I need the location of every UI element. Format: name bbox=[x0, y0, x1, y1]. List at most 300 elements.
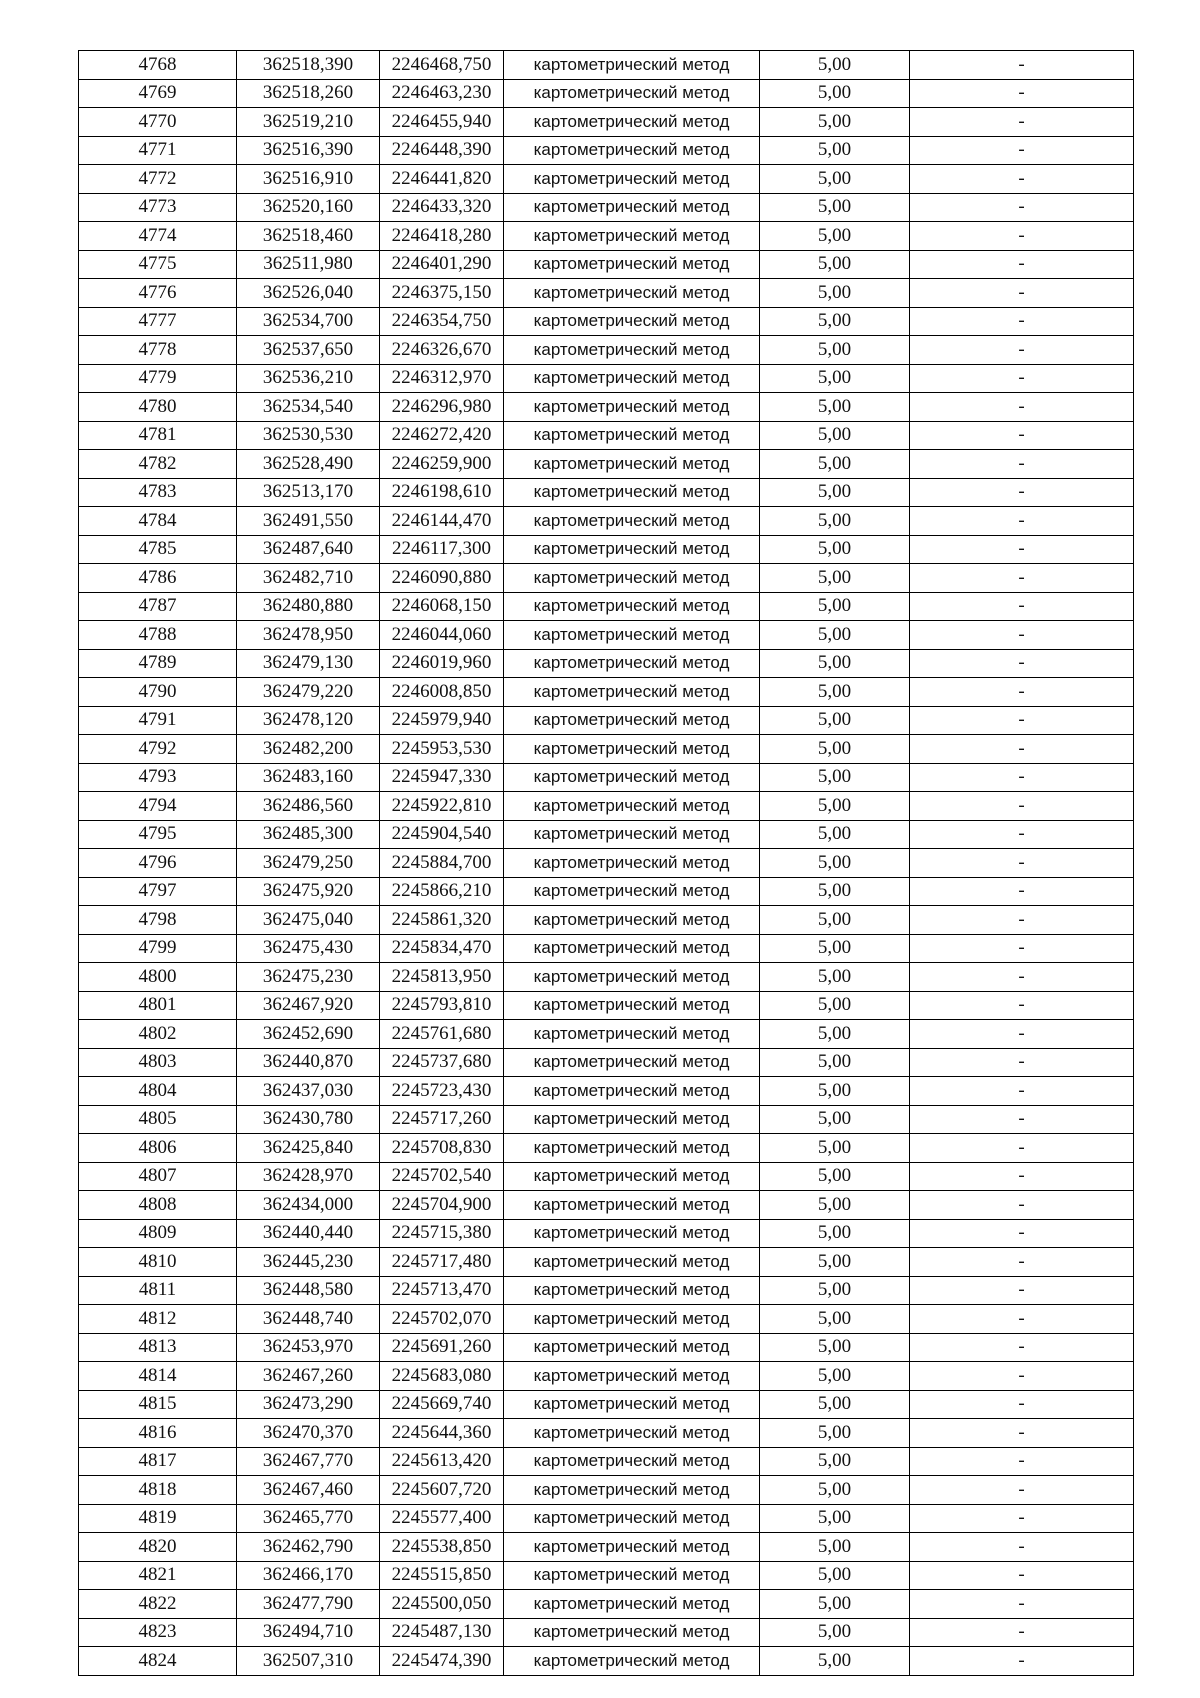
method-cell: картометрический метод bbox=[504, 507, 760, 536]
point-number-cell: 4821 bbox=[79, 1561, 237, 1590]
note-cell: - bbox=[910, 1020, 1134, 1049]
table-row bbox=[79, 621, 1134, 650]
method-cell: картометрический метод bbox=[504, 193, 760, 222]
x-coordinate-cell: 362440,870 bbox=[237, 1048, 380, 1077]
point-number-cell: 4779 bbox=[79, 364, 237, 393]
point-number-cell: 4774 bbox=[79, 222, 237, 251]
method-cell: картометрический метод bbox=[504, 51, 760, 80]
x-coordinate-cell: 362483,160 bbox=[237, 763, 380, 792]
accuracy-cell: 5,00 bbox=[760, 222, 910, 251]
accuracy-cell: 5,00 bbox=[760, 1191, 910, 1220]
y-coordinate-cell: 2246008,850 bbox=[380, 678, 504, 707]
accuracy-cell: 5,00 bbox=[760, 1219, 910, 1248]
x-coordinate-cell: 362526,040 bbox=[237, 279, 380, 308]
point-number-cell: 4780 bbox=[79, 393, 237, 422]
method-cell: картометрический метод bbox=[504, 592, 760, 621]
y-coordinate-cell: 2246326,670 bbox=[380, 336, 504, 365]
y-coordinate-cell: 2246272,420 bbox=[380, 421, 504, 450]
method-cell: картометрический метод bbox=[504, 877, 760, 906]
y-coordinate-cell: 2245723,430 bbox=[380, 1077, 504, 1106]
x-coordinate-cell: 362482,710 bbox=[237, 564, 380, 593]
table-row bbox=[79, 1476, 1134, 1505]
table-row bbox=[79, 222, 1134, 251]
accuracy-cell: 5,00 bbox=[760, 1333, 910, 1362]
note-cell: - bbox=[910, 991, 1134, 1020]
accuracy-cell: 5,00 bbox=[760, 165, 910, 194]
table-row bbox=[79, 1390, 1134, 1419]
point-number-cell: 4824 bbox=[79, 1647, 237, 1676]
accuracy-cell: 5,00 bbox=[760, 1105, 910, 1134]
point-number-cell: 4817 bbox=[79, 1447, 237, 1476]
accuracy-cell: 5,00 bbox=[760, 678, 910, 707]
note-cell: - bbox=[910, 1333, 1134, 1362]
y-coordinate-cell: 2245487,130 bbox=[380, 1618, 504, 1647]
note-cell: - bbox=[910, 1134, 1134, 1163]
note-cell: - bbox=[910, 1618, 1134, 1647]
y-coordinate-cell: 2246198,610 bbox=[380, 478, 504, 507]
method-cell: картометрический метод bbox=[504, 934, 760, 963]
y-coordinate-cell: 2245474,390 bbox=[380, 1647, 504, 1676]
method-cell: картометрический метод bbox=[504, 1305, 760, 1334]
table-row bbox=[79, 592, 1134, 621]
method-cell: картометрический метод bbox=[504, 478, 760, 507]
x-coordinate-cell: 362479,250 bbox=[237, 849, 380, 878]
note-cell: - bbox=[910, 51, 1134, 80]
table-row bbox=[79, 1504, 1134, 1533]
table-row bbox=[79, 1191, 1134, 1220]
note-cell: - bbox=[910, 1419, 1134, 1448]
x-coordinate-cell: 362430,780 bbox=[237, 1105, 380, 1134]
y-coordinate-cell: 2246463,230 bbox=[380, 79, 504, 108]
accuracy-cell: 5,00 bbox=[760, 108, 910, 137]
note-cell: - bbox=[910, 963, 1134, 992]
table-row bbox=[79, 1533, 1134, 1562]
accuracy-cell: 5,00 bbox=[760, 849, 910, 878]
method-cell: картометрический метод bbox=[504, 1561, 760, 1590]
table-row bbox=[79, 307, 1134, 336]
table-row bbox=[79, 963, 1134, 992]
accuracy-cell: 5,00 bbox=[760, 735, 910, 764]
point-number-cell: 4803 bbox=[79, 1048, 237, 1077]
y-coordinate-cell: 2245737,680 bbox=[380, 1048, 504, 1077]
point-number-cell: 4799 bbox=[79, 934, 237, 963]
note-cell: - bbox=[910, 1048, 1134, 1077]
method-cell: картометрический метод bbox=[504, 1618, 760, 1647]
note-cell: - bbox=[910, 421, 1134, 450]
note-cell: - bbox=[910, 1590, 1134, 1619]
y-coordinate-cell: 2246441,820 bbox=[380, 165, 504, 194]
point-number-cell: 4795 bbox=[79, 820, 237, 849]
x-coordinate-cell: 362518,260 bbox=[237, 79, 380, 108]
note-cell: - bbox=[910, 592, 1134, 621]
method-cell: картометрический метод bbox=[504, 1647, 760, 1676]
table-row bbox=[79, 193, 1134, 222]
method-cell: картометрический метод bbox=[504, 649, 760, 678]
method-cell: картометрический метод bbox=[504, 250, 760, 279]
accuracy-cell: 5,00 bbox=[760, 79, 910, 108]
method-cell: картометрический метод bbox=[504, 706, 760, 735]
y-coordinate-cell: 2245717,260 bbox=[380, 1105, 504, 1134]
accuracy-cell: 5,00 bbox=[760, 706, 910, 735]
note-cell: - bbox=[910, 1191, 1134, 1220]
y-coordinate-cell: 2245669,740 bbox=[380, 1390, 504, 1419]
point-number-cell: 4783 bbox=[79, 478, 237, 507]
point-number-cell: 4808 bbox=[79, 1191, 237, 1220]
x-coordinate-cell: 362486,560 bbox=[237, 792, 380, 821]
note-cell: - bbox=[910, 307, 1134, 336]
accuracy-cell: 5,00 bbox=[760, 1390, 910, 1419]
x-coordinate-cell: 362534,700 bbox=[237, 307, 380, 336]
table-row bbox=[79, 1020, 1134, 1049]
note-cell: - bbox=[910, 1362, 1134, 1391]
y-coordinate-cell: 2246433,320 bbox=[380, 193, 504, 222]
coordinates-table-body bbox=[79, 51, 1134, 1676]
table-row bbox=[79, 393, 1134, 422]
accuracy-cell: 5,00 bbox=[760, 1561, 910, 1590]
table-row bbox=[79, 421, 1134, 450]
x-coordinate-cell: 362518,460 bbox=[237, 222, 380, 251]
table-row bbox=[79, 1447, 1134, 1476]
accuracy-cell: 5,00 bbox=[760, 393, 910, 422]
table-row bbox=[79, 1219, 1134, 1248]
point-number-cell: 4772 bbox=[79, 165, 237, 194]
y-coordinate-cell: 2246068,150 bbox=[380, 592, 504, 621]
table-row bbox=[79, 1362, 1134, 1391]
table-row bbox=[79, 136, 1134, 165]
point-number-cell: 4807 bbox=[79, 1162, 237, 1191]
x-coordinate-cell: 362478,120 bbox=[237, 706, 380, 735]
y-coordinate-cell: 2245607,720 bbox=[380, 1476, 504, 1505]
point-number-cell: 4788 bbox=[79, 621, 237, 650]
method-cell: картометрический метод bbox=[504, 1105, 760, 1134]
point-number-cell: 4806 bbox=[79, 1134, 237, 1163]
note-cell: - bbox=[910, 136, 1134, 165]
note-cell: - bbox=[910, 393, 1134, 422]
accuracy-cell: 5,00 bbox=[760, 336, 910, 365]
y-coordinate-cell: 2245953,530 bbox=[380, 735, 504, 764]
y-coordinate-cell: 2246354,750 bbox=[380, 307, 504, 336]
note-cell: - bbox=[910, 706, 1134, 735]
table-row bbox=[79, 108, 1134, 137]
accuracy-cell: 5,00 bbox=[760, 1077, 910, 1106]
x-coordinate-cell: 362511,980 bbox=[237, 250, 380, 279]
x-coordinate-cell: 362519,210 bbox=[237, 108, 380, 137]
method-cell: картометрический метод bbox=[504, 279, 760, 308]
x-coordinate-cell: 362428,970 bbox=[237, 1162, 380, 1191]
accuracy-cell: 5,00 bbox=[760, 250, 910, 279]
method-cell: картометрический метод bbox=[504, 678, 760, 707]
point-number-cell: 4781 bbox=[79, 421, 237, 450]
accuracy-cell: 5,00 bbox=[760, 51, 910, 80]
y-coordinate-cell: 2246090,880 bbox=[380, 564, 504, 593]
x-coordinate-cell: 362440,440 bbox=[237, 1219, 380, 1248]
x-coordinate-cell: 362516,910 bbox=[237, 165, 380, 194]
y-coordinate-cell: 2246019,960 bbox=[380, 649, 504, 678]
point-number-cell: 4804 bbox=[79, 1077, 237, 1106]
table-row bbox=[79, 1162, 1134, 1191]
x-coordinate-cell: 362434,000 bbox=[237, 1191, 380, 1220]
method-cell: картометрический метод bbox=[504, 906, 760, 935]
note-cell: - bbox=[910, 1162, 1134, 1191]
x-coordinate-cell: 362465,770 bbox=[237, 1504, 380, 1533]
coordinates-table bbox=[78, 50, 1134, 1676]
note-cell: - bbox=[910, 621, 1134, 650]
point-number-cell: 4794 bbox=[79, 792, 237, 821]
method-cell: картометрический метод bbox=[504, 1476, 760, 1505]
point-number-cell: 4798 bbox=[79, 906, 237, 935]
note-cell: - bbox=[910, 1219, 1134, 1248]
x-coordinate-cell: 362494,710 bbox=[237, 1618, 380, 1647]
note-cell: - bbox=[910, 535, 1134, 564]
point-number-cell: 4814 bbox=[79, 1362, 237, 1391]
method-cell: картометрический метод bbox=[504, 1504, 760, 1533]
table-row bbox=[79, 934, 1134, 963]
table-row bbox=[79, 364, 1134, 393]
method-cell: картометрический метод bbox=[504, 1191, 760, 1220]
accuracy-cell: 5,00 bbox=[760, 279, 910, 308]
x-coordinate-cell: 362518,390 bbox=[237, 51, 380, 80]
point-number-cell: 4791 bbox=[79, 706, 237, 735]
method-cell: картометрический метод bbox=[504, 1248, 760, 1277]
y-coordinate-cell: 2245904,540 bbox=[380, 820, 504, 849]
y-coordinate-cell: 2246044,060 bbox=[380, 621, 504, 650]
note-cell: - bbox=[910, 1077, 1134, 1106]
x-coordinate-cell: 362475,430 bbox=[237, 934, 380, 963]
accuracy-cell: 5,00 bbox=[760, 1504, 910, 1533]
accuracy-cell: 5,00 bbox=[760, 450, 910, 479]
accuracy-cell: 5,00 bbox=[760, 1305, 910, 1334]
method-cell: картометрический метод bbox=[504, 1447, 760, 1476]
note-cell: - bbox=[910, 678, 1134, 707]
point-number-cell: 4818 bbox=[79, 1476, 237, 1505]
point-number-cell: 4777 bbox=[79, 307, 237, 336]
accuracy-cell: 5,00 bbox=[760, 621, 910, 650]
method-cell: картометрический метод bbox=[504, 108, 760, 137]
table-row bbox=[79, 535, 1134, 564]
table-row bbox=[79, 1305, 1134, 1334]
accuracy-cell: 5,00 bbox=[760, 507, 910, 536]
x-coordinate-cell: 362453,970 bbox=[237, 1333, 380, 1362]
accuracy-cell: 5,00 bbox=[760, 934, 910, 963]
y-coordinate-cell: 2245947,330 bbox=[380, 763, 504, 792]
table-row bbox=[79, 1647, 1134, 1676]
point-number-cell: 4786 bbox=[79, 564, 237, 593]
note-cell: - bbox=[910, 1105, 1134, 1134]
point-number-cell: 4769 bbox=[79, 79, 237, 108]
table-row bbox=[79, 1419, 1134, 1448]
x-coordinate-cell: 362478,950 bbox=[237, 621, 380, 650]
y-coordinate-cell: 2245922,810 bbox=[380, 792, 504, 821]
accuracy-cell: 5,00 bbox=[760, 1362, 910, 1391]
method-cell: картометрический метод bbox=[504, 421, 760, 450]
note-cell: - bbox=[910, 1390, 1134, 1419]
note-cell: - bbox=[910, 1447, 1134, 1476]
x-coordinate-cell: 362513,170 bbox=[237, 478, 380, 507]
y-coordinate-cell: 2245683,080 bbox=[380, 1362, 504, 1391]
y-coordinate-cell: 2245644,360 bbox=[380, 1419, 504, 1448]
table-row bbox=[79, 906, 1134, 935]
accuracy-cell: 5,00 bbox=[760, 1647, 910, 1676]
method-cell: картометрический метод bbox=[504, 307, 760, 336]
x-coordinate-cell: 362475,040 bbox=[237, 906, 380, 935]
note-cell: - bbox=[910, 1533, 1134, 1562]
table-row bbox=[79, 1561, 1134, 1590]
y-coordinate-cell: 2246448,390 bbox=[380, 136, 504, 165]
table-row bbox=[79, 478, 1134, 507]
table-row bbox=[79, 820, 1134, 849]
accuracy-cell: 5,00 bbox=[760, 421, 910, 450]
y-coordinate-cell: 2246401,290 bbox=[380, 250, 504, 279]
accuracy-cell: 5,00 bbox=[760, 307, 910, 336]
accuracy-cell: 5,00 bbox=[760, 364, 910, 393]
y-coordinate-cell: 2246312,970 bbox=[380, 364, 504, 393]
note-cell: - bbox=[910, 222, 1134, 251]
y-coordinate-cell: 2245761,680 bbox=[380, 1020, 504, 1049]
accuracy-cell: 5,00 bbox=[760, 1134, 910, 1163]
y-coordinate-cell: 2245884,700 bbox=[380, 849, 504, 878]
x-coordinate-cell: 362452,690 bbox=[237, 1020, 380, 1049]
method-cell: картометрический метод bbox=[504, 1162, 760, 1191]
table-row bbox=[79, 1077, 1134, 1106]
table-row bbox=[79, 279, 1134, 308]
point-number-cell: 4776 bbox=[79, 279, 237, 308]
note-cell: - bbox=[910, 820, 1134, 849]
method-cell: картометрический метод bbox=[504, 222, 760, 251]
point-number-cell: 4787 bbox=[79, 592, 237, 621]
table-row bbox=[79, 450, 1134, 479]
table-row bbox=[79, 165, 1134, 194]
accuracy-cell: 5,00 bbox=[760, 535, 910, 564]
table-row bbox=[79, 1590, 1134, 1619]
y-coordinate-cell: 2245577,400 bbox=[380, 1504, 504, 1533]
point-number-cell: 4809 bbox=[79, 1219, 237, 1248]
method-cell: картометрический метод bbox=[504, 336, 760, 365]
note-cell: - bbox=[910, 763, 1134, 792]
y-coordinate-cell: 2245538,850 bbox=[380, 1533, 504, 1562]
accuracy-cell: 5,00 bbox=[760, 564, 910, 593]
method-cell: картометрический метод bbox=[504, 1333, 760, 1362]
point-number-cell: 4796 bbox=[79, 849, 237, 878]
x-coordinate-cell: 362467,460 bbox=[237, 1476, 380, 1505]
method-cell: картометрический метод bbox=[504, 450, 760, 479]
note-cell: - bbox=[910, 250, 1134, 279]
table-row bbox=[79, 706, 1134, 735]
method-cell: картометрический метод bbox=[504, 79, 760, 108]
point-number-cell: 4812 bbox=[79, 1305, 237, 1334]
method-cell: картометрический метод bbox=[504, 1419, 760, 1448]
point-number-cell: 4778 bbox=[79, 336, 237, 365]
method-cell: картометрический метод bbox=[504, 1533, 760, 1562]
y-coordinate-cell: 2246117,300 bbox=[380, 535, 504, 564]
method-cell: картометрический метод bbox=[504, 735, 760, 764]
x-coordinate-cell: 362467,770 bbox=[237, 1447, 380, 1476]
note-cell: - bbox=[910, 108, 1134, 137]
table-row bbox=[79, 877, 1134, 906]
point-number-cell: 4797 bbox=[79, 877, 237, 906]
accuracy-cell: 5,00 bbox=[760, 592, 910, 621]
y-coordinate-cell: 2245717,480 bbox=[380, 1248, 504, 1277]
method-cell: картометрический метод bbox=[504, 564, 760, 593]
point-number-cell: 4771 bbox=[79, 136, 237, 165]
y-coordinate-cell: 2245500,050 bbox=[380, 1590, 504, 1619]
point-number-cell: 4768 bbox=[79, 51, 237, 80]
y-coordinate-cell: 2245702,540 bbox=[380, 1162, 504, 1191]
y-coordinate-cell: 2246144,470 bbox=[380, 507, 504, 536]
x-coordinate-cell: 362425,840 bbox=[237, 1134, 380, 1163]
table-row bbox=[79, 1276, 1134, 1305]
note-cell: - bbox=[910, 906, 1134, 935]
point-number-cell: 4782 bbox=[79, 450, 237, 479]
table-row bbox=[79, 991, 1134, 1020]
note-cell: - bbox=[910, 792, 1134, 821]
table-row bbox=[79, 792, 1134, 821]
accuracy-cell: 5,00 bbox=[760, 1020, 910, 1049]
y-coordinate-cell: 2245715,380 bbox=[380, 1219, 504, 1248]
y-coordinate-cell: 2246296,980 bbox=[380, 393, 504, 422]
y-coordinate-cell: 2245979,940 bbox=[380, 706, 504, 735]
note-cell: - bbox=[910, 507, 1134, 536]
x-coordinate-cell: 362491,550 bbox=[237, 507, 380, 536]
accuracy-cell: 5,00 bbox=[760, 1276, 910, 1305]
accuracy-cell: 5,00 bbox=[760, 991, 910, 1020]
point-number-cell: 4802 bbox=[79, 1020, 237, 1049]
accuracy-cell: 5,00 bbox=[760, 478, 910, 507]
accuracy-cell: 5,00 bbox=[760, 1476, 910, 1505]
method-cell: картометрический метод bbox=[504, 1020, 760, 1049]
x-coordinate-cell: 362487,640 bbox=[237, 535, 380, 564]
method-cell: картометрический метод bbox=[504, 535, 760, 564]
x-coordinate-cell: 362537,650 bbox=[237, 336, 380, 365]
table-row bbox=[79, 51, 1134, 80]
method-cell: картометрический метод bbox=[504, 820, 760, 849]
x-coordinate-cell: 362466,170 bbox=[237, 1561, 380, 1590]
x-coordinate-cell: 362462,790 bbox=[237, 1533, 380, 1562]
method-cell: картометрический метод bbox=[504, 763, 760, 792]
method-cell: картометрический метод bbox=[504, 364, 760, 393]
x-coordinate-cell: 362536,210 bbox=[237, 364, 380, 393]
note-cell: - bbox=[910, 336, 1134, 365]
note-cell: - bbox=[910, 934, 1134, 963]
point-number-cell: 4785 bbox=[79, 535, 237, 564]
point-number-cell: 4770 bbox=[79, 108, 237, 137]
method-cell: картометрический метод bbox=[504, 991, 760, 1020]
x-coordinate-cell: 362520,160 bbox=[237, 193, 380, 222]
note-cell: - bbox=[910, 735, 1134, 764]
y-coordinate-cell: 2246375,150 bbox=[380, 279, 504, 308]
point-number-cell: 4789 bbox=[79, 649, 237, 678]
table-row bbox=[79, 1048, 1134, 1077]
point-number-cell: 4805 bbox=[79, 1105, 237, 1134]
accuracy-cell: 5,00 bbox=[760, 649, 910, 678]
accuracy-cell: 5,00 bbox=[760, 792, 910, 821]
note-cell: - bbox=[910, 1561, 1134, 1590]
note-cell: - bbox=[910, 1305, 1134, 1334]
table-row bbox=[79, 1134, 1134, 1163]
table-row bbox=[79, 564, 1134, 593]
y-coordinate-cell: 2245866,210 bbox=[380, 877, 504, 906]
point-number-cell: 4816 bbox=[79, 1419, 237, 1448]
point-number-cell: 4811 bbox=[79, 1276, 237, 1305]
y-coordinate-cell: 2245861,320 bbox=[380, 906, 504, 935]
x-coordinate-cell: 362437,030 bbox=[237, 1077, 380, 1106]
table-row bbox=[79, 649, 1134, 678]
note-cell: - bbox=[910, 877, 1134, 906]
x-coordinate-cell: 362475,920 bbox=[237, 877, 380, 906]
y-coordinate-cell: 2245691,260 bbox=[380, 1333, 504, 1362]
accuracy-cell: 5,00 bbox=[760, 1447, 910, 1476]
x-coordinate-cell: 362528,490 bbox=[237, 450, 380, 479]
table-row bbox=[79, 678, 1134, 707]
